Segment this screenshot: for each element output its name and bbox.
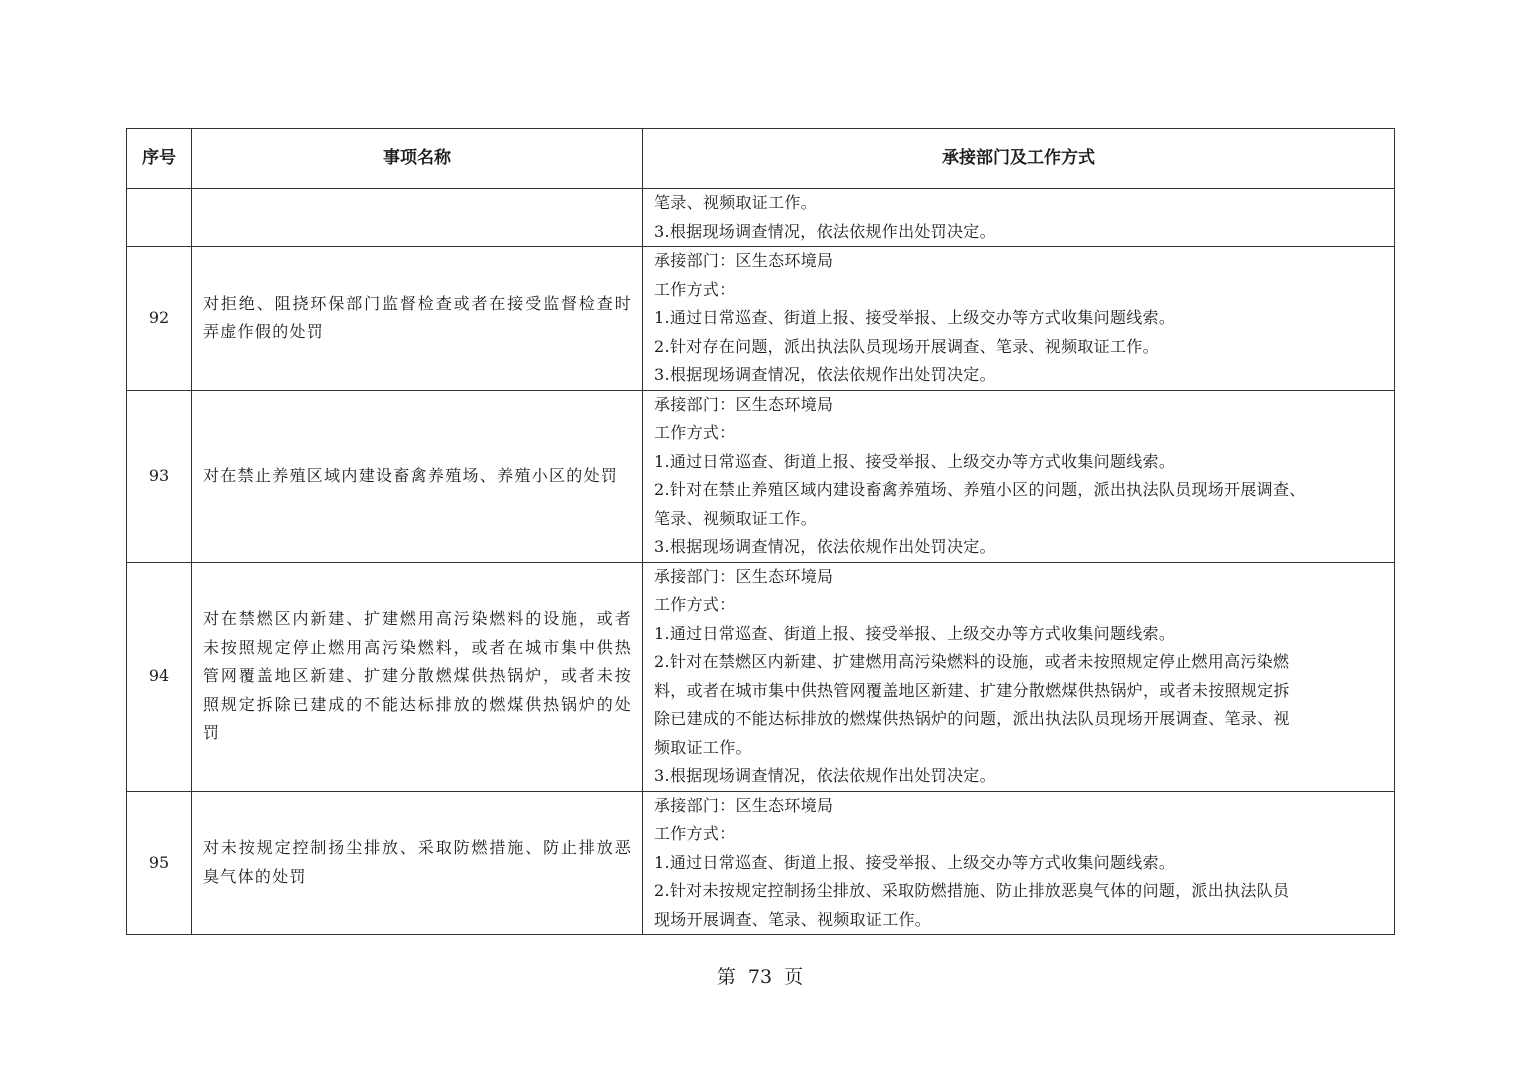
header-item-name: 事项名称 [192, 129, 643, 189]
row-item-name: 对在禁止养殖区域内建设畜禽养殖场、养殖小区的处罚 [192, 390, 643, 562]
table-row [127, 562, 1395, 791]
method-line: 承接部门：区生态环境局 [654, 566, 834, 586]
row-department-method [643, 390, 1395, 562]
page-number-suffix: 页 [784, 966, 804, 988]
table-row [127, 791, 1395, 935]
method-line: 工作方式： [654, 279, 736, 299]
row-item-name: 对在禁燃区内新建、扩建燃用高污染燃料的设施，或者未按照规定停止燃用高污染燃料，或者在城市集中供热管网覆盖地区新建、扩建分散燃煤供热锅炉，或者未按照规定拆除已建成的不能达标排放的燃煤供热锅炉的处罚 [192, 562, 643, 791]
table-body [127, 189, 1395, 935]
method-line: 工作方式： [654, 423, 736, 442]
method-line: 1.通过日常巡查、街道上报、接受举报、上级交办等方式收集问题线索。 [654, 451, 1176, 471]
table-row [127, 189, 1395, 247]
row-item-name: 对拒绝、阻挠环保部门监督检查或者在接受监督检查时弄虚作假的处罚 [192, 247, 643, 391]
row-item-name [192, 189, 643, 247]
method-line: 2.针对未按规定控制扬尘排放、采取防燃措施、防止排放恶臭气体的问题，派出执法队员 [654, 881, 1290, 900]
method-line: 承接部门：区生态环境局 [654, 394, 834, 414]
method-line: 2.针对存在问题，派出执法队员现场开展调查、笔录、视频取证工作。 [654, 336, 1159, 356]
method-line: 工作方式： [654, 595, 736, 614]
header-serial-number: 序号 [127, 129, 192, 189]
method-line: 1.通过日常巡查、街道上报、接受举报、上级交办等方式收集问题线索。 [654, 852, 1176, 872]
row-department-method [643, 247, 1395, 391]
method-line: 3.根据现场调查情况，依法依规作出处罚决定。 [654, 537, 996, 556]
row-item-name: 对未按规定控制扬尘排放、采取防燃措施、防止排放恶臭气体的处罚 [192, 791, 643, 935]
method-line: 3.根据现场调查情况，依法依规作出处罚决定。 [654, 221, 996, 241]
row-serial-number: 94 [127, 562, 192, 791]
method-line: 1.通过日常巡查、街道上报、接受举报、上级交办等方式收集问题线索。 [654, 623, 1176, 643]
row-serial-number [127, 189, 192, 247]
header-row [127, 129, 1395, 189]
row-serial-number: 92 [127, 247, 192, 391]
matters-table [126, 128, 1395, 935]
method-line: 3.根据现场调查情况，依法依规作出处罚决定。 [654, 365, 996, 384]
table-row [127, 390, 1395, 562]
row-department-method [643, 562, 1395, 791]
row-department-method [643, 791, 1395, 935]
method-line: 承接部门：区生态环境局 [654, 251, 834, 270]
method-line: 笔录、视频取证工作。 [654, 508, 818, 528]
method-line: 笔录、视频取证工作。 [654, 193, 818, 212]
page-number-prefix: 第 [716, 966, 736, 988]
method-line: 1.通过日常巡查、街道上报、接受举报、上级交办等方式收集问题线索。 [654, 308, 1176, 327]
method-line: 3.根据现场调查情况，依法依规作出处罚决定。 [654, 766, 996, 785]
method-line: 现场开展调查、笔录、视频取证工作。 [654, 909, 932, 929]
row-department-method [643, 189, 1395, 247]
method-line: 承接部门：区生态环境局 [654, 795, 834, 815]
method-line: 除已建成的不能达标排放的燃煤供热锅炉的问题，派出执法队员现场开展调查、笔录、视 [654, 709, 1290, 728]
method-line: 2.针对在禁止养殖区域内建设畜禽养殖场、养殖小区的问题，派出执法队员现场开展调查、 [654, 480, 1306, 499]
method-line: 频取证工作。 [654, 737, 752, 757]
method-line: 2.针对在禁燃区内新建、扩建燃用高污染燃料的设施，或者未按照规定停止燃用高污染燃 [654, 652, 1290, 671]
row-serial-number: 93 [127, 390, 192, 562]
method-line: 工作方式： [654, 824, 736, 843]
table-row [127, 247, 1395, 391]
page-number: 73 [747, 966, 773, 988]
method-line: 料，或者在城市集中供热管网覆盖地区新建、扩建分散燃煤供热锅炉，或者未按照规定拆 [654, 680, 1290, 700]
page-footer [0, 962, 1520, 992]
header-department-method: 承接部门及工作方式 [643, 129, 1395, 189]
row-serial-number: 95 [127, 791, 192, 935]
